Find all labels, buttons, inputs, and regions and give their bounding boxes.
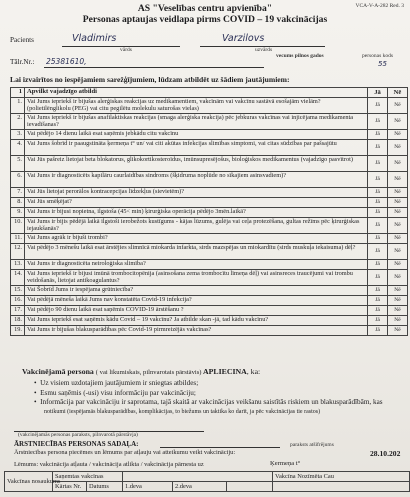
patient-label: Pacients xyxy=(10,36,34,44)
question-row xyxy=(11,208,408,218)
answer-yes[interactable]: Jā xyxy=(368,270,388,286)
question-row xyxy=(11,156,408,172)
question-row xyxy=(11,172,408,188)
form-title: Personas aptaujas veidlapa pirms COVID – 19 vakcinācijas xyxy=(82,14,328,25)
temperature-label: Ķermeņa t° xyxy=(270,460,301,467)
phone-value: 25381610, xyxy=(46,57,87,66)
answer-no[interactable]: Nē xyxy=(388,130,408,140)
answer-no[interactable]: Nē xyxy=(388,218,408,234)
col-dose2: 2.deva xyxy=(173,482,227,492)
question-text: Vai Jums iepriekš esat saņēmis kādu Covid – 19 vakcīnu? Ja atbilde skan -jā, tad kādu vakcīnu? xyxy=(25,316,368,326)
question-number: 1. xyxy=(11,98,25,114)
question-row xyxy=(11,130,408,140)
answer-yes[interactable]: Jā xyxy=(368,218,388,234)
question-text: Vai Jūs pašreiz lietojat beta blokatorus, glikokortikosteroīdus, imūnsupresējošus, bioloģiskos medikamentus (vajadzīgo pasvītrot) xyxy=(25,156,368,172)
phone-label: Tālr.Nr.: xyxy=(10,58,35,66)
vaccine-table-row xyxy=(5,472,410,482)
question-row xyxy=(11,98,408,114)
question-row xyxy=(11,296,408,306)
answer-yes[interactable]: Jā xyxy=(368,306,388,316)
question-text: Vai Jums iepriekš ir bijušas anafilaktiskas reakcijas (smaga alerģiska reakcija) pēc jebkuras vakcīnas vai injicējama medikamenta ievadīšanas? xyxy=(25,114,368,130)
doctor-sign-caption: paraksts atšifrējums xyxy=(290,442,334,448)
question-number: 8. xyxy=(11,198,25,208)
answer-yes[interactable]: Jā xyxy=(368,234,388,244)
answer-yes[interactable]: Jā xyxy=(368,296,388,306)
question-number: 9. xyxy=(11,208,25,218)
question-text: Vai Šobrīd Jums ir iespējama grūtniecība? xyxy=(25,286,368,296)
certify-word: APLIECINA xyxy=(203,367,247,376)
question-row xyxy=(11,140,408,156)
answer-no[interactable]: Nē xyxy=(388,260,408,270)
question-number: 4. xyxy=(11,140,25,156)
question-row xyxy=(11,114,408,130)
answer-yes[interactable]: Jā xyxy=(368,156,388,172)
question-row xyxy=(11,188,408,198)
question-row xyxy=(11,326,408,336)
doctor-date: 28.10.202 xyxy=(370,449,401,458)
header-no: Nē xyxy=(388,88,408,98)
question-number: 2. xyxy=(11,114,25,130)
answer-no[interactable]: Nē xyxy=(388,188,408,198)
questions-table xyxy=(10,87,408,336)
answer-yes[interactable]: Jā xyxy=(368,98,388,114)
question-row xyxy=(11,306,408,316)
question-number: 15. xyxy=(11,286,25,296)
question-text: Vai pēdējo 14 dienu laikā esat saņēmis jebkādu citu vakcīnu xyxy=(25,130,368,140)
answer-no[interactable]: Nē xyxy=(388,98,408,114)
answer-no[interactable]: Nē xyxy=(388,172,408,188)
col-date: Datums xyxy=(87,482,123,492)
section-title: Lai izvairītos no iespējamiem sarežģījumiem, lūdzam atbildēt uz šādiem jautājumiem: xyxy=(10,75,290,84)
question-text: Vai Jūs lietojat perorālos kontracepcijas līdzekļus (sievietēm)? xyxy=(25,188,368,198)
answer-yes[interactable]: Jā xyxy=(368,260,388,270)
question-row xyxy=(11,218,408,234)
answer-yes[interactable]: Jā xyxy=(368,286,388,296)
answer-no[interactable]: Nē xyxy=(388,198,408,208)
answer-no[interactable]: Nē xyxy=(388,114,408,130)
answer-no[interactable]: Nē xyxy=(388,140,408,156)
question-row xyxy=(11,260,408,270)
answer-no[interactable]: Nē xyxy=(388,316,408,326)
certify-tail: , ka: xyxy=(246,367,261,376)
certify-lead: Vakcinējamā persona xyxy=(22,367,94,376)
col-received: Saņemtas vakcīnas xyxy=(53,472,123,482)
age-caption: vecums pilnos gados xyxy=(276,53,324,59)
question-row xyxy=(11,286,408,296)
certify-bullets xyxy=(34,379,383,417)
question-text: Vai pēdējā mēneša laikā Jums nav konstatēta Covid-19 infekcija? xyxy=(25,296,368,306)
question-number: 7. xyxy=(11,188,25,198)
answer-yes[interactable]: Jā xyxy=(368,208,388,218)
answer-no[interactable]: Nē xyxy=(388,326,408,336)
form-code: VCA-V-A-282 Red. 3 xyxy=(355,3,404,9)
decision-line: Lēmums: vakcinācija atļauta / vakcinācija atlikta / vakcinācija pārnesta uz xyxy=(14,461,204,468)
patient-first-name: Vladimirs xyxy=(72,33,117,44)
bullet-item: • Uz visiem uzdotajiem jautājumiem ir sniegtas atbildes; xyxy=(34,379,199,387)
answer-yes[interactable]: Jā xyxy=(368,198,388,208)
header-yes: Jā xyxy=(368,88,388,98)
answer-yes[interactable]: Jā xyxy=(368,140,388,156)
header-num: 1 xyxy=(11,88,25,98)
doctor-section-title: ĀRSTNIECĪBAS PERSONAS SADAĻA: xyxy=(14,440,139,448)
col-prescribed: Vakcīna Nozīmēta Cau xyxy=(273,472,410,482)
answer-no[interactable]: Nē xyxy=(388,156,408,172)
first-name-caption: vārds xyxy=(120,47,132,53)
question-number: 10. xyxy=(11,218,25,234)
table-header-row xyxy=(11,88,408,98)
question-number: 13. xyxy=(11,260,25,270)
question-text: Vai pēdējo 90 dienu laikā esat saņēmis COVID-19 ārstēšanu ? xyxy=(25,306,368,316)
answer-yes[interactable]: Jā xyxy=(368,114,388,130)
last-name-caption: uzvārds xyxy=(255,47,273,53)
answer-no[interactable]: Nē xyxy=(388,244,408,260)
certify-paren: ( vai likumiskais, pilnvarotais pārstāvis) xyxy=(95,369,202,376)
answer-yes[interactable]: Jā xyxy=(368,188,388,198)
patient-last-name: Varzilovs xyxy=(222,33,265,44)
answer-yes[interactable]: Jā xyxy=(368,316,388,326)
question-text: Vai Jums ir diagnosticēta neiroloģiska slimība? xyxy=(25,260,368,270)
question-number: 14. xyxy=(11,270,25,286)
answer-yes[interactable]: Jā xyxy=(368,244,388,260)
question-number: 16. xyxy=(11,296,25,306)
bullet-item: • Esmu saņēmis (-usi) visu informāciju par vakcināciju; xyxy=(34,388,196,397)
col-vaccine-name: Vakcīnas nosaukums xyxy=(5,472,53,492)
answer-no[interactable]: Nē xyxy=(388,270,408,286)
question-row xyxy=(11,316,408,326)
question-row xyxy=(11,270,408,286)
certify-line xyxy=(22,367,260,376)
question-text: Vai Jums šobrīd ir paaugstināta ķermeņa t° un/ vai citi akūtas infekcijas slimības simptomi, vai citas sūdzības par pašsajūtu xyxy=(25,140,368,156)
vaccine-table xyxy=(4,471,410,492)
answer-no[interactable]: Nē xyxy=(388,286,408,296)
question-number: 5. xyxy=(11,156,25,172)
answer-no[interactable]: Nē xyxy=(388,306,408,316)
question-row xyxy=(11,198,408,208)
col-dose1: 1.deva xyxy=(123,482,173,492)
question-text: Vai Jums ir diagnosticēts kapilāru caurlaidības sindroms (šķidruma noplūde no sīkajiem asinsvadiem)? xyxy=(25,172,368,188)
question-number: 17. xyxy=(11,306,25,316)
doctor-text: Ārstniecības persona piecēmes un lēmums par atļauju vai atteikumu veikt vakcināciju: xyxy=(14,449,236,456)
answer-no[interactable]: Nē xyxy=(388,208,408,218)
header-question: Apvilkt vajadzīgo atbildi xyxy=(25,88,368,98)
question-text: Vai Jūs smēķējat? xyxy=(25,198,368,208)
question-row xyxy=(11,244,408,260)
vaccine-table-row xyxy=(5,482,410,492)
question-number: 6. xyxy=(11,172,25,188)
answer-no[interactable]: Nē xyxy=(388,234,408,244)
col-order: Kārtas Nr. xyxy=(53,482,87,492)
question-number: 18. xyxy=(11,316,25,326)
question-text: Vai Jums agrāk ir bijuši trombi? xyxy=(25,234,368,244)
question-text: Vai Jums ir bijušas blakusparādības pēc Covid-19 pirmreizējās vakcīnas? xyxy=(25,326,368,336)
question-number: 3. xyxy=(11,130,25,140)
personal-code-caption: personas kods xyxy=(362,53,394,59)
question-text: Vai Jums iepriekš ir bijusi imūnā trombocitopēnija (asinsošana zema trombocītu līmeņa dēļ) vai asinsreces traucējumi vai trombu veidošanās, lietojat antikoagulantus? xyxy=(25,270,368,286)
institution-name: AS "Veselības centru apvienība" xyxy=(137,3,273,14)
age-value: 55 xyxy=(378,60,387,68)
signature-caption: (vakcinējamās personas paraksts, pilnvarotā pārstāvja) xyxy=(18,432,138,438)
answer-no[interactable]: Nē xyxy=(388,296,408,306)
question-number: 11. xyxy=(11,234,25,244)
question-text: Vai pēdējo 3 mēnešu laikā esat ārstējies slimnīcā miokarda infarkta, sirds mazspējas un miokardītu (sirds muskuļa iekaisuma) dēļ? xyxy=(25,244,368,260)
answer-yes[interactable]: Jā xyxy=(368,172,388,188)
question-number: 19. xyxy=(11,326,25,336)
question-row xyxy=(11,234,408,244)
question-number: 12. xyxy=(11,244,25,260)
question-text: Vai Jums iepriekš ir bijušas alerģiskas reakcijas uz medikamentiem, vakcīnām vai vakcīnu sastāvā esošajām vielām? (polietilēnglikolu (PEG) vai citu pegilētu molekulu saturošas vielas) xyxy=(25,98,368,114)
answer-yes[interactable]: Jā xyxy=(368,326,388,336)
question-text: Vai Jums ir bijusi nopietna, ilgstoša (45< min) ķirurģiska operācija pēdējo 3mēn.laikā? xyxy=(25,208,368,218)
bullet-item: • Informācija par vakcināciju ir saprotama, tajā skaitā ar vakcinācijas veikšanu saistītās riskiem un blakusparādībām, kas xyxy=(34,398,383,407)
question-text: Vai Jums ir bijis pēdējā laikā ilgstoši ierobežots kustīgums - kājas lūzums, gulēja vai ceļa protezēšana, gultas režīms pēc ķirurģiskas iejaukšanās? xyxy=(25,218,368,234)
bullet-item: notikumi (iespējamās blakusparādības, komplikācijas, to biežums un taktika ko darīt, ja pēc vakcinācijas tie rastos) xyxy=(44,408,321,415)
answer-yes[interactable]: Jā xyxy=(368,130,388,140)
